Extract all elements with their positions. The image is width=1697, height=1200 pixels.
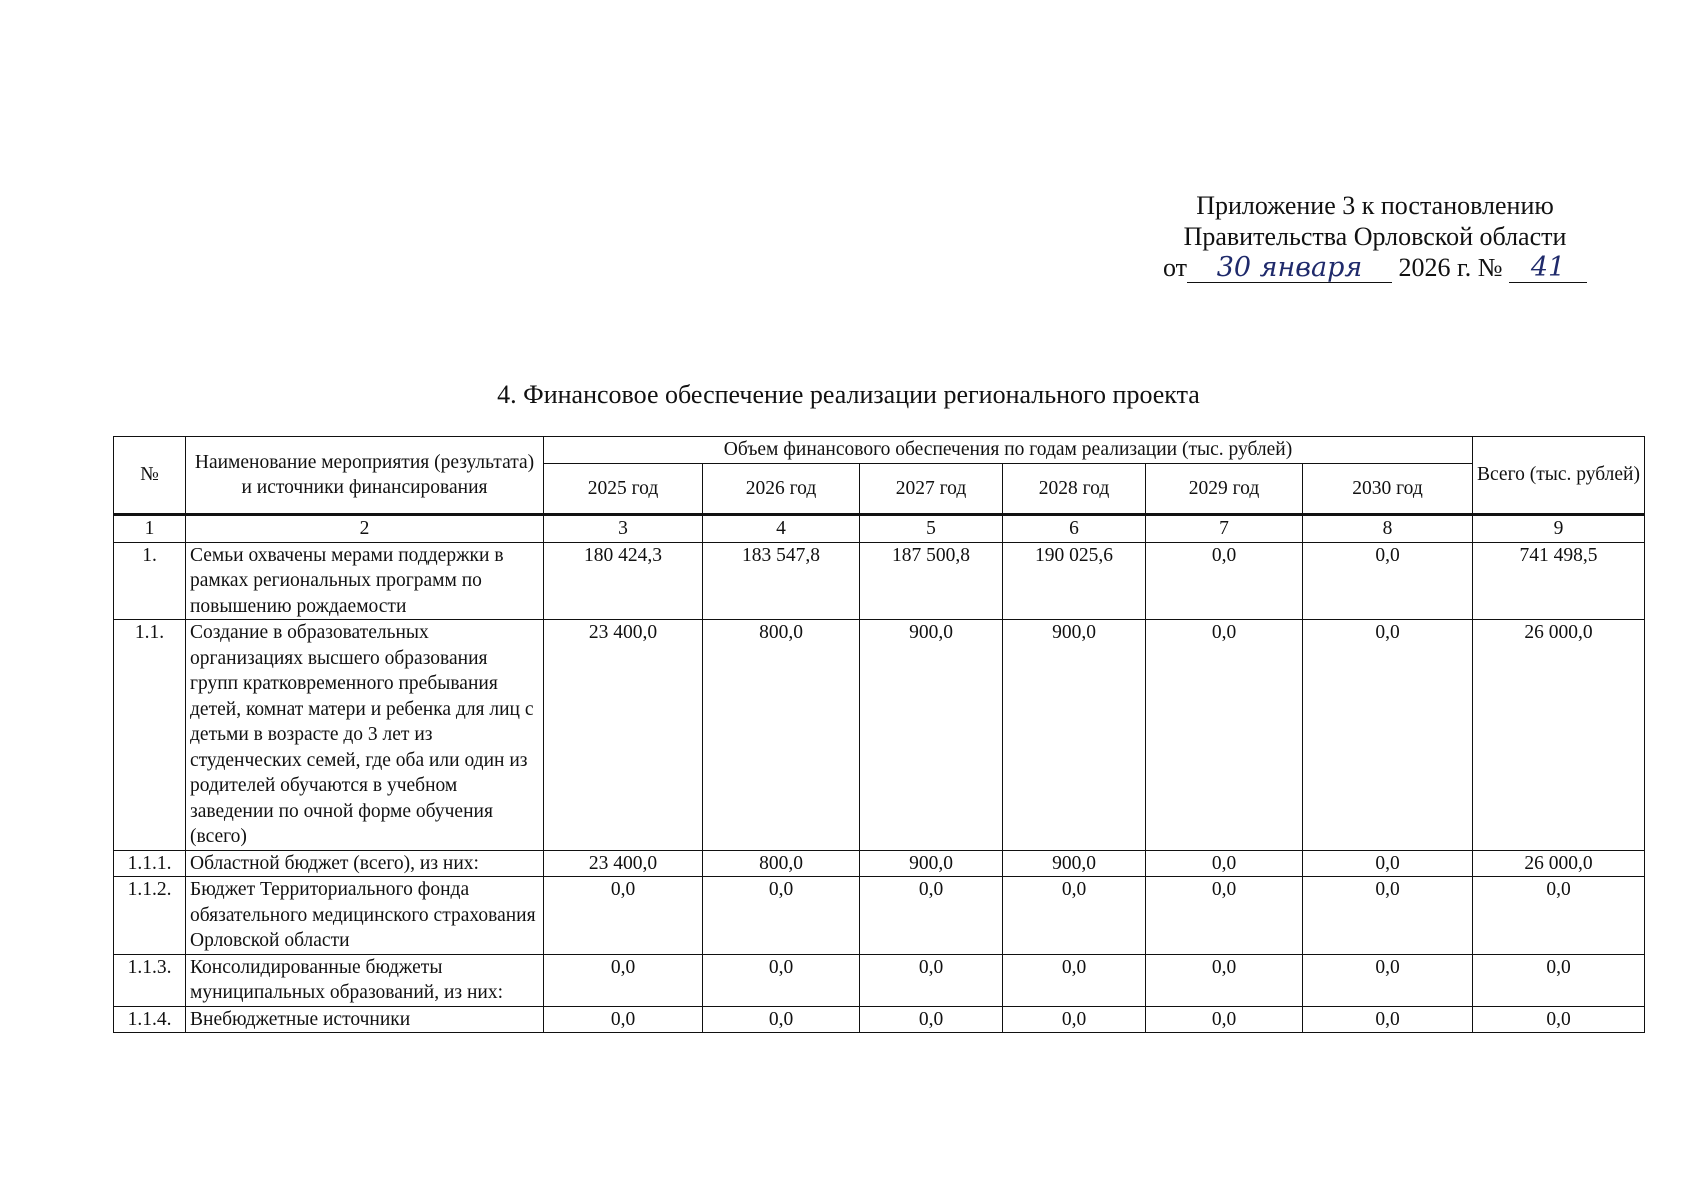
value-2028: 0,0 — [1003, 1006, 1146, 1033]
value-2026: 0,0 — [703, 1006, 860, 1033]
value-2029: 0,0 — [1146, 850, 1303, 877]
value-2029: 0,0 — [1146, 620, 1303, 851]
col-header-num: № — [114, 437, 186, 515]
row-number: 1.1.2. — [114, 877, 186, 955]
row-number: 1.1.3. — [114, 954, 186, 1006]
row-number: 1.1.4. — [114, 1006, 186, 1033]
value-2028: 900,0 — [1003, 850, 1146, 877]
value-total: 0,0 — [1473, 1006, 1645, 1033]
appendix-header — [1140, 190, 1610, 283]
value-2025: 0,0 — [544, 877, 703, 955]
appendix-date-line — [1140, 252, 1610, 283]
table-row — [114, 1006, 1645, 1033]
column-index: 1 — [114, 515, 186, 543]
row-name: Консолидированные бюджеты муниципальных образований, из них: — [186, 954, 544, 1006]
value-2030: 0,0 — [1303, 850, 1473, 877]
value-2028: 900,0 — [1003, 620, 1146, 851]
value-total: 0,0 — [1473, 954, 1645, 1006]
value-2025: 23 400,0 — [544, 850, 703, 877]
value-2027: 900,0 — [860, 620, 1003, 851]
value-2028: 190 025,6 — [1003, 542, 1146, 620]
column-index: 5 — [860, 515, 1003, 543]
table-body — [114, 515, 1645, 1033]
appendix-line-2: Правительства Орловской области — [1183, 222, 1567, 251]
handwritten-date: 30 января — [1187, 254, 1392, 283]
row-name: Семьи охвачены мерами поддержки в рамках региональных программ по повышению рождаемости — [186, 542, 544, 620]
row-name: Создание в образовательных организациях высшего образования групп кратковременного пребывания детей, комнат матери и ребенка для лиц с детьми в возрасте до 3 лет из студенческих семей, где оба или один из родителей обучаются в учебном заведении по очной форме обучения (всего) — [186, 620, 544, 851]
value-2026: 800,0 — [703, 850, 860, 877]
section-title: 4. Финансовое обеспечение реализации регионального проекта — [497, 380, 1200, 409]
col-header-year: 2027 год — [860, 464, 1003, 515]
value-2025: 180 424,3 — [544, 542, 703, 620]
column-index: 2 — [186, 515, 544, 543]
col-header-year: 2026 год — [703, 464, 860, 515]
value-2026: 0,0 — [703, 877, 860, 955]
value-total: 26 000,0 — [1473, 620, 1645, 851]
year-text: 2026 г. № — [1398, 253, 1503, 282]
value-2028: 0,0 — [1003, 877, 1146, 955]
col-header-year: 2025 год — [544, 464, 703, 515]
value-2030: 0,0 — [1303, 954, 1473, 1006]
value-total: 741 498,5 — [1473, 542, 1645, 620]
col-header-year: 2030 год — [1303, 464, 1473, 515]
row-name: Внебюджетные источники — [186, 1006, 544, 1033]
column-index: 7 — [1146, 515, 1303, 543]
value-2025: 0,0 — [544, 1006, 703, 1033]
row-number: 1.1.1. — [114, 850, 186, 877]
financing-table — [113, 436, 1645, 1033]
table-row — [114, 850, 1645, 877]
value-2027: 187 500,8 — [860, 542, 1003, 620]
value-2028: 0,0 — [1003, 954, 1146, 1006]
value-2027: 0,0 — [860, 877, 1003, 955]
value-2029: 0,0 — [1146, 542, 1303, 620]
column-index: 9 — [1473, 515, 1645, 543]
value-2025: 0,0 — [544, 954, 703, 1006]
value-2030: 0,0 — [1303, 620, 1473, 851]
column-index: 3 — [544, 515, 703, 543]
value-2029: 0,0 — [1146, 954, 1303, 1006]
column-index: 8 — [1303, 515, 1473, 543]
value-2029: 0,0 — [1146, 1006, 1303, 1033]
col-header-total: Всего (тыс. рублей) — [1473, 437, 1645, 515]
value-2030: 0,0 — [1303, 1006, 1473, 1033]
row-number: 1.1. — [114, 620, 186, 851]
column-index: 4 — [703, 515, 860, 543]
col-header-year: 2029 год — [1146, 464, 1303, 515]
from-prefix: от — [1162, 253, 1187, 282]
table-row — [114, 542, 1645, 620]
row-number: 1. — [114, 542, 186, 620]
row-name: Бюджет Территориального фонда обязательного медицинского страхования Орловской области — [186, 877, 544, 955]
value-2027: 900,0 — [860, 850, 1003, 877]
value-2030: 0,0 — [1303, 542, 1473, 620]
column-index-row — [114, 515, 1645, 543]
value-2026: 183 547,8 — [703, 542, 860, 620]
value-2029: 0,0 — [1146, 877, 1303, 955]
col-header-volume: Объем финансового обеспечения по годам реализации (тыс. рублей) — [544, 437, 1473, 464]
handwritten-number: 41 — [1509, 254, 1587, 283]
value-total: 26 000,0 — [1473, 850, 1645, 877]
value-2027: 0,0 — [860, 954, 1003, 1006]
value-2026: 800,0 — [703, 620, 860, 851]
col-header-year: 2028 год — [1003, 464, 1146, 515]
appendix-line-1: Приложение 3 к постановлению — [1196, 191, 1554, 220]
col-header-name: Наименование мероприятия (результата) и источники финансирования — [186, 437, 544, 515]
table-row — [114, 954, 1645, 1006]
row-name: Областной бюджет (всего), из них: — [186, 850, 544, 877]
table-head — [114, 437, 1645, 515]
value-2027: 0,0 — [860, 1006, 1003, 1033]
value-2026: 0,0 — [703, 954, 860, 1006]
value-total: 0,0 — [1473, 877, 1645, 955]
value-2030: 0,0 — [1303, 877, 1473, 955]
value-2025: 23 400,0 — [544, 620, 703, 851]
table-row — [114, 877, 1645, 955]
table-row — [114, 620, 1645, 851]
column-index: 6 — [1003, 515, 1146, 543]
